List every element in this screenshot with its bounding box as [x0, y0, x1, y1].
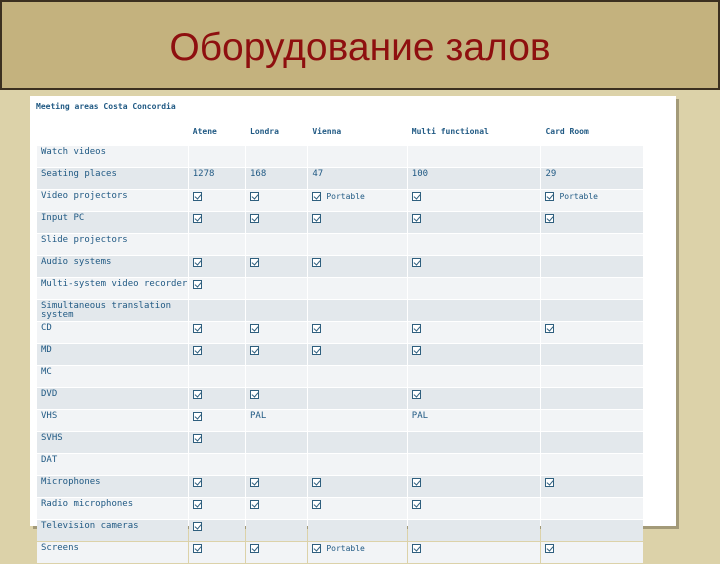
checkbox-checked-icon — [193, 522, 202, 531]
cell-value: PAL — [411, 411, 429, 421]
table-cell — [189, 344, 245, 365]
slide-title: Оборудование залов — [169, 26, 551, 69]
table-cell — [246, 146, 307, 167]
table-cell — [408, 278, 541, 299]
table-cell — [541, 366, 643, 387]
table-row — [37, 454, 643, 475]
checkbox-checked-icon — [250, 390, 259, 399]
table-cell — [308, 256, 406, 277]
checkbox-checked-icon — [193, 412, 202, 421]
checkbox-checked-icon — [250, 324, 259, 333]
cell-value: 168 — [250, 169, 267, 179]
table-header-row — [37, 125, 643, 145]
checkbox-checked-icon — [545, 324, 554, 333]
cell-value: 100 — [411, 169, 429, 179]
checkbox-checked-icon — [193, 346, 202, 355]
cell-value: 47 — [312, 169, 324, 179]
table-row — [37, 190, 643, 211]
table-cell — [408, 520, 541, 541]
row-label: VHS — [37, 410, 188, 431]
table-cell — [308, 168, 406, 189]
table-cell — [541, 520, 643, 541]
table-row — [37, 432, 643, 453]
checkbox-checked-icon — [312, 324, 321, 333]
table-cell — [246, 212, 307, 233]
table-cell — [308, 190, 406, 211]
table-row — [37, 366, 643, 387]
table-cell — [408, 366, 541, 387]
table-cell — [189, 498, 245, 519]
row-label: Audio systems — [37, 256, 188, 277]
checkbox-checked-icon — [412, 214, 421, 223]
table-cell — [246, 476, 307, 497]
checkbox-checked-icon — [193, 192, 202, 201]
table-cell — [541, 212, 643, 233]
checkbox-checked-icon — [412, 258, 421, 267]
table-cell — [189, 388, 245, 409]
table-row — [37, 410, 643, 431]
table-cell — [189, 146, 245, 167]
table-cell — [541, 256, 643, 277]
table-cell — [541, 190, 643, 211]
table-cell — [189, 520, 245, 541]
table-cell — [541, 234, 643, 255]
row-label: DAT — [37, 454, 188, 475]
checkbox-checked-icon — [250, 478, 259, 487]
equipment-table — [36, 124, 644, 564]
checkbox-checked-icon — [250, 214, 259, 223]
checkbox-checked-icon — [312, 192, 321, 201]
table-cell — [541, 168, 643, 189]
checkbox-checked-icon — [193, 258, 202, 267]
checkbox-checked-icon — [193, 390, 202, 399]
checkbox-checked-icon — [312, 544, 321, 553]
table-cell — [246, 344, 307, 365]
row-label: Microphones — [37, 476, 188, 497]
table-cell — [308, 366, 406, 387]
column-header: Londra — [246, 125, 307, 145]
checkbox-checked-icon — [312, 258, 321, 267]
cell-value: 1278 — [192, 169, 215, 179]
table-cell — [308, 146, 406, 167]
table-cell — [189, 212, 245, 233]
table-cell — [408, 410, 541, 431]
checkbox-checked-icon — [545, 478, 554, 487]
row-label: MD — [37, 344, 188, 365]
table-cell — [246, 542, 307, 563]
checkbox-checked-icon — [250, 192, 259, 201]
table-cell — [246, 256, 307, 277]
table-row — [37, 520, 643, 541]
table-cell — [541, 322, 643, 343]
row-label: Input PC — [37, 212, 188, 233]
table-cell — [246, 322, 307, 343]
table-cell — [246, 300, 307, 321]
table-cell — [246, 388, 307, 409]
row-label: Watch videos — [37, 146, 188, 167]
table-row — [37, 476, 643, 497]
table-cell — [189, 476, 245, 497]
table-cell — [308, 498, 406, 519]
table-cell — [246, 234, 307, 255]
table-cell — [541, 278, 643, 299]
checkbox-checked-icon — [312, 346, 321, 355]
checkbox-checked-icon — [193, 324, 202, 333]
table-cell — [246, 278, 307, 299]
table-cell — [308, 300, 406, 321]
table-row — [37, 542, 643, 563]
row-label: MC — [37, 366, 188, 387]
table-cell — [541, 146, 643, 167]
cell-note: Portable — [326, 544, 365, 553]
table-cell — [246, 190, 307, 211]
table-cell — [308, 432, 406, 453]
row-label: SVHS — [37, 432, 188, 453]
table-cell — [246, 366, 307, 387]
table-cell — [189, 542, 245, 563]
equipment-sheet — [30, 96, 676, 553]
row-label: Video projectors — [37, 190, 188, 211]
table-cell — [408, 432, 541, 453]
checkbox-checked-icon — [412, 324, 421, 333]
table-cell — [189, 256, 245, 277]
table-cell — [189, 168, 245, 189]
checkbox-checked-icon — [412, 544, 421, 553]
cell-value: 29 — [545, 169, 557, 179]
slide-title-bar — [0, 0, 720, 90]
row-label: Simultaneous translation system — [37, 300, 188, 321]
table-cell — [308, 542, 406, 563]
table-cell — [408, 212, 541, 233]
table-cell — [408, 454, 541, 475]
table-cell — [408, 498, 541, 519]
table-row — [37, 300, 643, 321]
table-cell — [541, 300, 643, 321]
checkbox-checked-icon — [312, 478, 321, 487]
table-cell — [308, 212, 406, 233]
table-cell — [308, 454, 406, 475]
checkbox-checked-icon — [250, 500, 259, 509]
table-cell — [246, 498, 307, 519]
table-cell — [541, 498, 643, 519]
column-header: Multi functional — [408, 125, 541, 145]
checkbox-checked-icon — [250, 544, 259, 553]
table-cell — [246, 520, 307, 541]
header-corner — [37, 125, 188, 145]
checkbox-checked-icon — [412, 500, 421, 509]
row-label: Slide projectors — [37, 234, 188, 255]
table-cell — [189, 432, 245, 453]
checkbox-checked-icon — [193, 434, 202, 443]
table-row — [37, 146, 643, 167]
table-cell — [408, 542, 541, 563]
cell-note: Portable — [326, 192, 365, 201]
table-cell — [541, 542, 643, 563]
table-cell — [541, 476, 643, 497]
cell-note: Portable — [559, 192, 598, 201]
table-row — [37, 322, 643, 343]
checkbox-checked-icon — [412, 192, 421, 201]
table-cell — [408, 300, 541, 321]
table-cell — [189, 366, 245, 387]
table-row — [37, 168, 643, 189]
column-header: Atene — [189, 125, 245, 145]
table-cell — [408, 344, 541, 365]
checkbox-checked-icon — [250, 258, 259, 267]
checkbox-checked-icon — [545, 214, 554, 223]
row-label: Screens — [37, 542, 188, 563]
table-cell — [308, 322, 406, 343]
table-cell — [246, 454, 307, 475]
table-cell — [541, 432, 643, 453]
table-cell — [408, 146, 541, 167]
table-cell — [189, 190, 245, 211]
table-cell — [408, 388, 541, 409]
checkbox-checked-icon — [312, 214, 321, 223]
table-cell — [308, 520, 406, 541]
checkbox-checked-icon — [545, 544, 554, 553]
table-cell — [308, 410, 406, 431]
row-label: CD — [37, 322, 188, 343]
table-cell — [308, 344, 406, 365]
table-cell — [541, 410, 643, 431]
table-cell — [408, 190, 541, 211]
checkbox-checked-icon — [545, 192, 554, 201]
table-cell — [408, 476, 541, 497]
column-header: Vienna — [308, 125, 406, 145]
table-cell — [408, 322, 541, 343]
table-row — [37, 278, 643, 299]
checkbox-checked-icon — [412, 390, 421, 399]
row-label: DVD — [37, 388, 188, 409]
table-cell — [246, 410, 307, 431]
column-header: Card Room — [541, 125, 643, 145]
checkbox-checked-icon — [412, 346, 421, 355]
table-cell — [308, 388, 406, 409]
table-cell — [189, 410, 245, 431]
table-cell — [308, 278, 406, 299]
table-cell — [308, 234, 406, 255]
checkbox-checked-icon — [193, 544, 202, 553]
row-label: Radio microphones — [37, 498, 188, 519]
table-row — [37, 498, 643, 519]
table-cell — [246, 168, 307, 189]
table-cell — [189, 322, 245, 343]
table-cell — [189, 300, 245, 321]
checkbox-checked-icon — [193, 214, 202, 223]
row-label: Television cameras — [37, 520, 188, 541]
table-cell — [541, 454, 643, 475]
checkbox-checked-icon — [412, 478, 421, 487]
table-cell — [408, 168, 541, 189]
table-cell — [308, 476, 406, 497]
table-cell — [541, 344, 643, 365]
table-cell — [408, 256, 541, 277]
cell-value: PAL — [250, 411, 267, 421]
row-label: Multi-system video recorder — [37, 278, 188, 299]
table-row — [37, 344, 643, 365]
table-cell — [408, 234, 541, 255]
row-label: Seating places — [37, 168, 188, 189]
checkbox-checked-icon — [193, 280, 202, 289]
table-cell — [541, 388, 643, 409]
table-title: Meeting areas Costa Concordia — [36, 102, 176, 111]
table-cell — [189, 454, 245, 475]
table-cell — [189, 278, 245, 299]
table-cell — [246, 432, 307, 453]
table-row — [37, 234, 643, 255]
checkbox-checked-icon — [312, 500, 321, 509]
table-row — [37, 388, 643, 409]
checkbox-checked-icon — [193, 478, 202, 487]
table-row — [37, 256, 643, 277]
table-row — [37, 212, 643, 233]
checkbox-checked-icon — [250, 346, 259, 355]
table-cell — [189, 234, 245, 255]
checkbox-checked-icon — [193, 500, 202, 509]
